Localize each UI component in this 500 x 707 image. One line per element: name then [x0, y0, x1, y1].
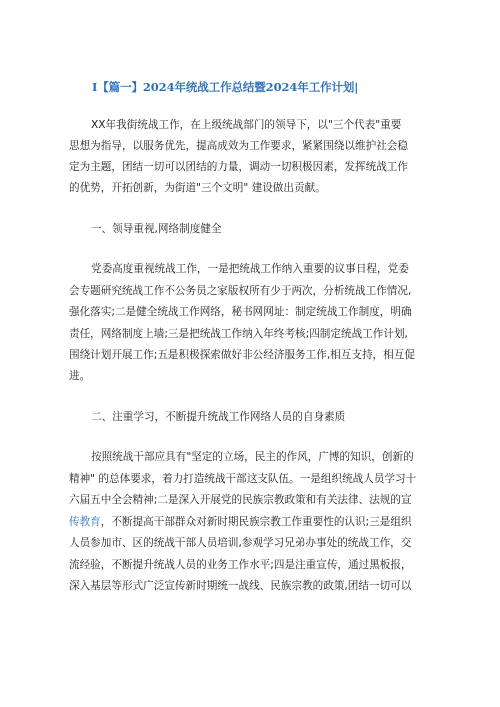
section1-line: 责任，网络制度上墙;三是把统战工作纳入年终考核;四制定统战工作计划, [69, 328, 408, 340]
section2-line: 人员参加市、区的统战干部人员培训,参观学习兄弟办事处的统战工作，交 [69, 537, 412, 549]
section2-line: 深入基层等形式广泛宣传新时期统一战线、民族宗教的政策,团结一切可以 [69, 580, 412, 592]
section2-line-with-link [69, 515, 412, 529]
section-heading-2: 二、注重学习，不断提升统战工作网络人员的自身素质 [91, 411, 346, 423]
intro-line: 定为主题，团结一切可以团结的力量，调动一切积极因素，发挥统战工作 [69, 161, 408, 173]
intro-line: XX年我街统战工作，在上级统战部门的领导下，以"三个代表"重要 [91, 119, 402, 131]
section2-line: 按照统战干部应具有"坚定的立场，民主的作风，广博的知识，创新的 [91, 451, 414, 463]
intro-line: 思想为指导，以服务优先，提高成效为工作要求，紧紧围绕以维护社会稳 [69, 140, 408, 152]
section2-line-text: ，不断提高干部群众对新时期民族宗教工作重要性的认识;三是组织 [100, 516, 412, 528]
section2-line: 精神" 的总体要求，着力打造统战干部这支队伍。一是组织统战人员学习十 [69, 473, 417, 485]
education-link[interactable]: 传教育 [69, 516, 101, 528]
section1-line: 强化落实;二是健全统战工作网络，秘书网网址：制定统战工作制度，明确 [69, 306, 412, 318]
section2-line: 六届五中全会精神;二是深入开展党的民族宗教政策和有关法律、法规的宣 [69, 494, 412, 506]
section1-line: 围绕计划开展工作;五是积极探索做好非公经济服务工作,相互支持，相互促 [69, 349, 415, 361]
section1-line: 进。 [69, 370, 91, 382]
intro-line: 的优势，开拓创新，为街道"三个文明" 建设做出贡献。 [69, 182, 326, 194]
section-heading-1: 一、领导重视,网络制度健全 [91, 223, 222, 235]
section2-line: 流经验，不断提升统战人员的业务工作水平;四是注重宣传，通过黑板报， [69, 559, 412, 571]
document-title: I【篇一】2024年统战工作总结暨2024年工作计划| [92, 80, 359, 94]
section1-line: 党委高度重视统战工作，一是把统战工作纳入重要的议事日程，党委 [91, 263, 409, 275]
section1-line: 会专题研究统战工作不公务员之家版权所有少于两次，分析统战工作情况, [69, 285, 412, 297]
